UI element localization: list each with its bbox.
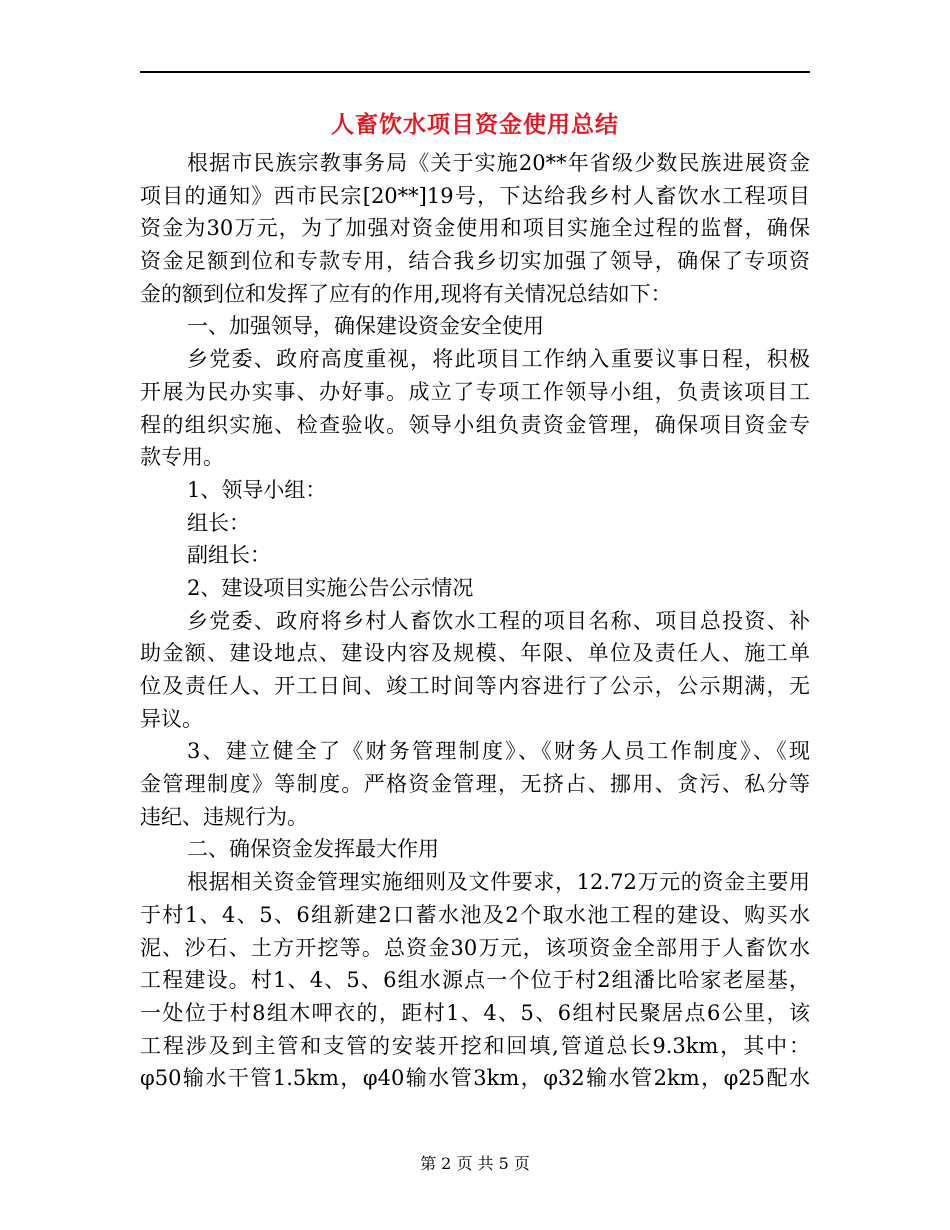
section-heading-1 — [140, 310, 810, 343]
paragraph-fund-usage — [140, 866, 810, 1095]
text-line: 位及责任人、开工日间、竣工时间等内容进行了公示，公示期满，无 — [140, 674, 810, 698]
text-line: 一处位于村8组木呷衣的，距村1、4、5、6组村民聚居点6公里，该 — [140, 1000, 810, 1025]
document-title: 人畜饮水项目资金使用总结 — [331, 111, 619, 138]
text-line: 一、加强领导，确保建设资金安全使用 — [187, 314, 544, 339]
text-line: 根据市民族宗教事务局《关于实施20**年省级少数民族进展资金 — [187, 151, 810, 175]
paragraph-leadership — [140, 343, 810, 474]
text-line: 程的组织实施、检查验收。领导小组负责资金管理，确保项目资金专 — [140, 412, 810, 437]
text-line: 工程建设。村1、4、5、6组水源点一个位于村2组潘比哈家老屋基， — [140, 968, 810, 993]
text-line: 2、建设项目实施公告公示情况 — [187, 575, 474, 600]
group-leader-entry — [140, 507, 810, 540]
text-line: 项目的通知》西市民宗[20**]19号，下达给我乡村人畜饮水工程项目 — [140, 183, 810, 208]
document-body — [140, 147, 810, 1095]
subheading-leading-group — [140, 474, 810, 507]
text-line: 1、领导小组： — [187, 477, 327, 502]
text-line: 副组长： — [187, 543, 271, 568]
text-line: 于村1、4、5、6组新建2口蓄水池及2个取水池工程的建设、购买水 — [140, 902, 810, 927]
deputy-leader-entry — [140, 539, 810, 572]
section-heading-2 — [140, 833, 810, 866]
paragraph-public-notice — [140, 605, 810, 736]
subheading-public-notice — [140, 572, 810, 605]
text-line: 资金为30万元，为了加强对资金使用和项目实施全过程的监督，确保 — [140, 216, 810, 241]
text-line: 泥、沙石、土方开挖等。总资金30万元，该项资金全部用于人畜饮水 — [140, 935, 810, 960]
text-line: 开展为民办实事、办好事。成立了专项工作领导小组，负责该项目工 — [140, 379, 810, 404]
text-line: 根据相关资金管理实施细则及文件要求，12.72万元的资金主要用 — [187, 870, 810, 895]
page-number-footer: 第 2 页 共 5 页 — [420, 1154, 530, 1173]
paragraph-intro — [140, 147, 810, 310]
text-line: 款专用。 — [140, 445, 224, 470]
header-rule — [140, 71, 810, 73]
text-line: 异议。 — [140, 706, 203, 731]
text-line: 二、确保资金发挥最大作用 — [187, 837, 439, 862]
text-line: 工程涉及到主管和支管的安装开挖和回填,管道总长9.3km，其中： — [140, 1033, 810, 1058]
text-line: 乡党委、政府高度重视，将此项目工作纳入重要议事日程，积极 — [187, 347, 810, 372]
text-line: 3、建立健全了《财务管理制度》、《财务人员工作制度》、《现 — [187, 739, 810, 764]
text-line: φ50输水干管1.5km，φ40输水管3km，φ32输水管2km，φ25配水 — [140, 1066, 810, 1091]
text-line: 金的额到位和发挥了应有的作用,现将有关情况总结如下： — [140, 281, 672, 306]
text-line: 金管理制度》等制度。严格资金管理，无挤占、挪用、贪污、私分等 — [140, 772, 810, 797]
text-line: 资金足额到位和专款专用，结合我乡切实加强了领导，确保了专项资 — [140, 249, 810, 274]
text-line: 乡党委、政府将乡村人畜饮水工程的项目名称、项目总投资、补 — [187, 608, 810, 633]
paragraph-regulations — [140, 735, 810, 833]
text-line: 违纪、违规行为。 — [140, 804, 308, 829]
text-line: 助金额、建设地点、建设内容及规模、年限、单位及责任人、施工单 — [140, 641, 810, 666]
text-line: 组长： — [187, 510, 250, 535]
